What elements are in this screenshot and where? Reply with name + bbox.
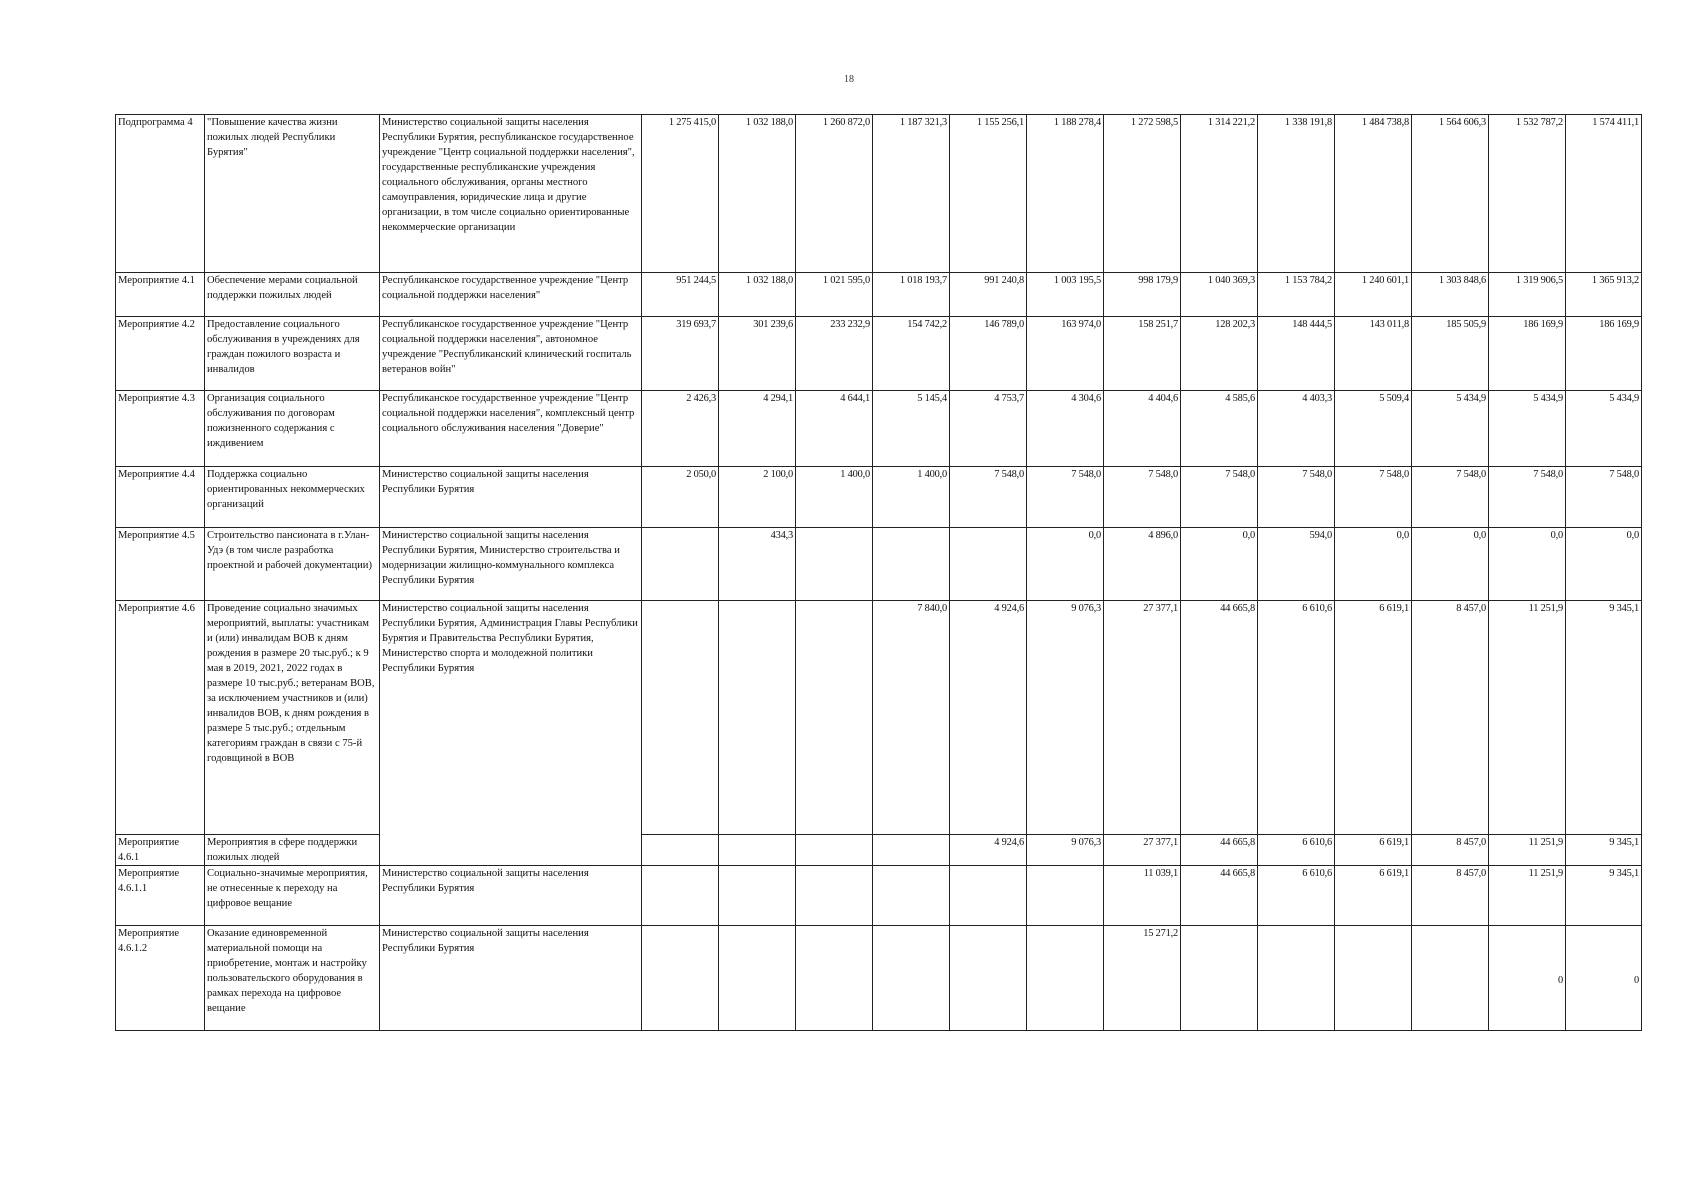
value-cell: 4 896,0 bbox=[1104, 528, 1181, 601]
page-number: 18 bbox=[844, 74, 854, 85]
value-cell: 4 753,7 bbox=[950, 391, 1027, 467]
value-cell bbox=[1027, 926, 1104, 1031]
table-row bbox=[116, 926, 1642, 1031]
table-row bbox=[116, 317, 1642, 391]
value-cell: 9 345,1 bbox=[1566, 835, 1642, 866]
value-cell: 8 457,0 bbox=[1412, 866, 1489, 926]
value-cell: 0 bbox=[1489, 926, 1566, 1031]
value-cell bbox=[719, 601, 796, 835]
value-cell: 143 011,8 bbox=[1335, 317, 1412, 391]
value-cell: 1 400,0 bbox=[873, 467, 950, 528]
table-row bbox=[116, 115, 1642, 273]
table-row bbox=[116, 273, 1642, 317]
row-code: Мероприятие 4.6.1.2 bbox=[116, 926, 205, 1031]
row-name: Строительство пансионата в г.Улан-Удэ (в том числе разработка проектной и рабочей документации) bbox=[205, 528, 380, 601]
value-cell: 7 548,0 bbox=[950, 467, 1027, 528]
value-cell bbox=[796, 835, 873, 866]
value-cell bbox=[1258, 926, 1335, 1031]
value-cell: 158 251,7 bbox=[1104, 317, 1181, 391]
value-cell: 27 377,1 bbox=[1104, 835, 1181, 866]
value-cell bbox=[950, 528, 1027, 601]
value-cell bbox=[642, 926, 719, 1031]
value-cell: 8 457,0 bbox=[1412, 835, 1489, 866]
row-executor: Республиканское государственное учреждение "Центр социальной поддержки населения", автономное учреждение "Республиканский клинический госпиталь ветеранов войн" bbox=[380, 317, 642, 391]
value-cell: 15 271,2 bbox=[1104, 926, 1181, 1031]
value-cell: 8 457,0 bbox=[1412, 601, 1489, 835]
value-cell: 154 742,2 bbox=[873, 317, 950, 391]
value-cell: 998 179,9 bbox=[1104, 273, 1181, 317]
value-cell: 2 100,0 bbox=[719, 467, 796, 528]
value-cell: 148 444,5 bbox=[1258, 317, 1335, 391]
value-cell: 0,0 bbox=[1027, 528, 1104, 601]
value-cell bbox=[873, 835, 950, 866]
value-cell: 1 400,0 bbox=[796, 467, 873, 528]
value-cell: 1 303 848,6 bbox=[1412, 273, 1489, 317]
value-cell: 0,0 bbox=[1566, 528, 1642, 601]
table-row bbox=[116, 528, 1642, 601]
value-cell: 1 338 191,8 bbox=[1258, 115, 1335, 273]
value-cell: 1 003 195,5 bbox=[1027, 273, 1104, 317]
value-cell: 9 345,1 bbox=[1566, 866, 1642, 926]
value-cell: 5 434,9 bbox=[1566, 391, 1642, 467]
row-code: Мероприятие 4.6.1 bbox=[116, 835, 205, 866]
value-cell: 1 319 906,5 bbox=[1489, 273, 1566, 317]
value-cell bbox=[796, 866, 873, 926]
value-cell: 1 275 415,0 bbox=[642, 115, 719, 273]
value-cell: 4 924,6 bbox=[950, 835, 1027, 866]
row-name: Предоставление социального обслуживания в учреждениях для граждан пожилого возраста и инвалидов bbox=[205, 317, 380, 391]
value-cell bbox=[642, 866, 719, 926]
value-cell: 1 272 598,5 bbox=[1104, 115, 1181, 273]
value-cell: 1 365 913,2 bbox=[1566, 273, 1642, 317]
table-row bbox=[116, 391, 1642, 467]
value-cell: 434,3 bbox=[719, 528, 796, 601]
value-cell: 1 187 321,3 bbox=[873, 115, 950, 273]
value-cell: 991 240,8 bbox=[950, 273, 1027, 317]
value-cell: 11 251,9 bbox=[1489, 866, 1566, 926]
value-cell: 319 693,7 bbox=[642, 317, 719, 391]
value-cell: 0,0 bbox=[1181, 528, 1258, 601]
value-cell: 1 564 606,3 bbox=[1412, 115, 1489, 273]
value-cell: 0 bbox=[1566, 926, 1642, 1031]
budget-table bbox=[115, 114, 1642, 1031]
value-cell: 233 232,9 bbox=[796, 317, 873, 391]
value-cell: 11 251,9 bbox=[1489, 835, 1566, 866]
value-cell: 2 426,3 bbox=[642, 391, 719, 467]
row-code: Мероприятие 4.3 bbox=[116, 391, 205, 467]
value-cell bbox=[873, 926, 950, 1031]
value-cell bbox=[1181, 926, 1258, 1031]
value-cell: 11 039,1 bbox=[1104, 866, 1181, 926]
value-cell: 44 665,8 bbox=[1181, 866, 1258, 926]
row-name: Обеспечение мерами социальной поддержки пожилых людей bbox=[205, 273, 380, 317]
value-cell: 7 548,0 bbox=[1027, 467, 1104, 528]
table-row bbox=[116, 835, 1642, 866]
row-executor: Республиканское государственное учреждение "Центр социальной поддержки населения" bbox=[380, 273, 642, 317]
value-cell bbox=[873, 528, 950, 601]
value-cell: 5 434,9 bbox=[1412, 391, 1489, 467]
row-executor: Республиканское государственное учреждение "Центр социальной поддержки населения", комплексный центр социального обслуживания населения "Доверие" bbox=[380, 391, 642, 467]
value-cell bbox=[1412, 926, 1489, 1031]
value-cell: 4 304,6 bbox=[1027, 391, 1104, 467]
value-cell: 128 202,3 bbox=[1181, 317, 1258, 391]
value-cell: 9 076,3 bbox=[1027, 835, 1104, 866]
value-cell: 0,0 bbox=[1412, 528, 1489, 601]
value-cell: 4 294,1 bbox=[719, 391, 796, 467]
value-cell: 1 032 188,0 bbox=[719, 273, 796, 317]
value-cell: 186 169,9 bbox=[1489, 317, 1566, 391]
value-cell: 4 924,6 bbox=[950, 601, 1027, 835]
row-code: Мероприятие 4.4 bbox=[116, 467, 205, 528]
row-executor: Министерство социальной защиты населения Республики Бурятия bbox=[380, 467, 642, 528]
row-executor: Министерство социальной защиты населения Республики Бурятия bbox=[380, 926, 642, 1031]
row-code: Подпрограмма 4 bbox=[116, 115, 205, 273]
row-name: Оказание единовременной материальной помощи на приобретение, монтаж и настройку пользовательского оборудования в рамках перехода на цифровое вещание bbox=[205, 926, 380, 1031]
value-cell: 1 260 872,0 bbox=[796, 115, 873, 273]
value-cell: 1 188 278,4 bbox=[1027, 115, 1104, 273]
value-cell: 6 610,6 bbox=[1258, 835, 1335, 866]
table-row bbox=[116, 866, 1642, 926]
value-cell bbox=[1027, 866, 1104, 926]
value-cell bbox=[1335, 926, 1412, 1031]
table-row bbox=[116, 601, 1642, 835]
row-name: Поддержка социально ориентированных некоммерческих организаций bbox=[205, 467, 380, 528]
row-code: Мероприятие 4.6 bbox=[116, 601, 205, 835]
value-cell: 1 155 256,1 bbox=[950, 115, 1027, 273]
value-cell: 44 665,8 bbox=[1181, 601, 1258, 835]
value-cell: 185 505,9 bbox=[1412, 317, 1489, 391]
value-cell: 6 619,1 bbox=[1335, 601, 1412, 835]
value-cell: 1 040 369,3 bbox=[1181, 273, 1258, 317]
value-cell: 2 050,0 bbox=[642, 467, 719, 528]
value-cell: 1 153 784,2 bbox=[1258, 273, 1335, 317]
value-cell: 5 509,4 bbox=[1335, 391, 1412, 467]
value-cell: 27 377,1 bbox=[1104, 601, 1181, 835]
value-cell: 1 314 221,2 bbox=[1181, 115, 1258, 273]
value-cell: 5 434,9 bbox=[1489, 391, 1566, 467]
row-name: Организация социального обслуживания по договорам пожизненного содержания с иждивением bbox=[205, 391, 380, 467]
value-cell: 11 251,9 bbox=[1489, 601, 1566, 835]
value-cell: 9 345,1 bbox=[1566, 601, 1642, 835]
value-cell: 5 145,4 bbox=[873, 391, 950, 467]
value-cell bbox=[642, 601, 719, 835]
value-cell: 0,0 bbox=[1489, 528, 1566, 601]
value-cell bbox=[719, 926, 796, 1031]
value-cell bbox=[642, 528, 719, 601]
row-name: Социально-значимые мероприятия, не отнесенные к переходу на цифровое вещание bbox=[205, 866, 380, 926]
value-cell: 6 610,6 bbox=[1258, 866, 1335, 926]
value-cell: 146 789,0 bbox=[950, 317, 1027, 391]
row-code: Мероприятие 4.5 bbox=[116, 528, 205, 601]
value-cell bbox=[950, 866, 1027, 926]
value-cell: 6 619,1 bbox=[1335, 835, 1412, 866]
row-executor: Министерство социальной защиты населения Республики Бурятия bbox=[380, 866, 642, 926]
value-cell: 7 548,0 bbox=[1489, 467, 1566, 528]
value-cell: 1 018 193,7 bbox=[873, 273, 950, 317]
value-cell: 1 240 601,1 bbox=[1335, 273, 1412, 317]
table-row bbox=[116, 467, 1642, 528]
value-cell: 7 548,0 bbox=[1412, 467, 1489, 528]
row-name: Мероприятия в сфере поддержки пожилых людей bbox=[205, 835, 380, 866]
value-cell: 0,0 bbox=[1335, 528, 1412, 601]
value-cell: 1 032 188,0 bbox=[719, 115, 796, 273]
value-cell bbox=[719, 835, 796, 866]
value-cell: 7 548,0 bbox=[1566, 467, 1642, 528]
value-cell: 7 548,0 bbox=[1104, 467, 1181, 528]
value-cell: 4 404,6 bbox=[1104, 391, 1181, 467]
value-cell: 951 244,5 bbox=[642, 273, 719, 317]
value-cell: 7 548,0 bbox=[1335, 467, 1412, 528]
value-cell: 44 665,8 bbox=[1181, 835, 1258, 866]
value-cell bbox=[719, 866, 796, 926]
row-executor: Министерство социальной защиты населения Республики Бурятия, Администрация Главы Республики Бурятия и Правительства Республики Бурятия, Министерство спорта и молодежной политики Республики Бурятия bbox=[380, 601, 642, 866]
value-cell: 9 076,3 bbox=[1027, 601, 1104, 835]
row-executor: Министерство социальной защиты населения Республики Бурятия, республиканское государственное учреждение "Центр социальной поддержки населения", государственные республиканские учреждения социального обслуживания, органы местного самоуправления, юридические лица и другие организации, в том числе социально ориентированные некоммерческие организации bbox=[380, 115, 642, 273]
value-cell bbox=[873, 866, 950, 926]
value-cell: 7 548,0 bbox=[1258, 467, 1335, 528]
row-executor: Министерство социальной защиты населения Республики Бурятия, Министерство строительства и модернизации жилищно-коммунального комплекса Республики Бурятия bbox=[380, 528, 642, 601]
value-cell: 594,0 bbox=[1258, 528, 1335, 601]
value-cell bbox=[796, 926, 873, 1031]
value-cell: 6 610,6 bbox=[1258, 601, 1335, 835]
value-cell bbox=[796, 528, 873, 601]
value-cell: 1 574 411,1 bbox=[1566, 115, 1642, 273]
row-code: Мероприятие 4.6.1.1 bbox=[116, 866, 205, 926]
row-code: Мероприятие 4.2 bbox=[116, 317, 205, 391]
value-cell: 1 484 738,8 bbox=[1335, 115, 1412, 273]
value-cell: 1 532 787,2 bbox=[1489, 115, 1566, 273]
row-code: Мероприятие 4.1 bbox=[116, 273, 205, 317]
row-name: "Повышение качества жизни пожилых людей Республики Бурятия" bbox=[205, 115, 380, 273]
value-cell: 163 974,0 bbox=[1027, 317, 1104, 391]
value-cell: 7 548,0 bbox=[1181, 467, 1258, 528]
row-name: Проведение социально значимых мероприятий, выплаты: участникам и (или) инвалидам ВОВ к дням рождения в размере 20 тыс.руб.; к 9 мая в 2019, 2021, 2022 годах в размере 10 тыс.руб.; ветеранам ВОВ, за исключением участников и (или) инвалидов ВОВ, к дням рождения в размере 5 тыс.руб.; отдельным категориям граждан в связи с 75-й годовщиной в ВОВ bbox=[205, 601, 380, 835]
value-cell bbox=[796, 601, 873, 835]
value-cell bbox=[950, 926, 1027, 1031]
value-cell: 6 619,1 bbox=[1335, 866, 1412, 926]
value-cell: 7 840,0 bbox=[873, 601, 950, 835]
value-cell: 186 169,9 bbox=[1566, 317, 1642, 391]
value-cell: 4 585,6 bbox=[1181, 391, 1258, 467]
value-cell: 4 403,3 bbox=[1258, 391, 1335, 467]
value-cell bbox=[642, 835, 719, 866]
value-cell: 4 644,1 bbox=[796, 391, 873, 467]
value-cell: 1 021 595,0 bbox=[796, 273, 873, 317]
value-cell: 301 239,6 bbox=[719, 317, 796, 391]
